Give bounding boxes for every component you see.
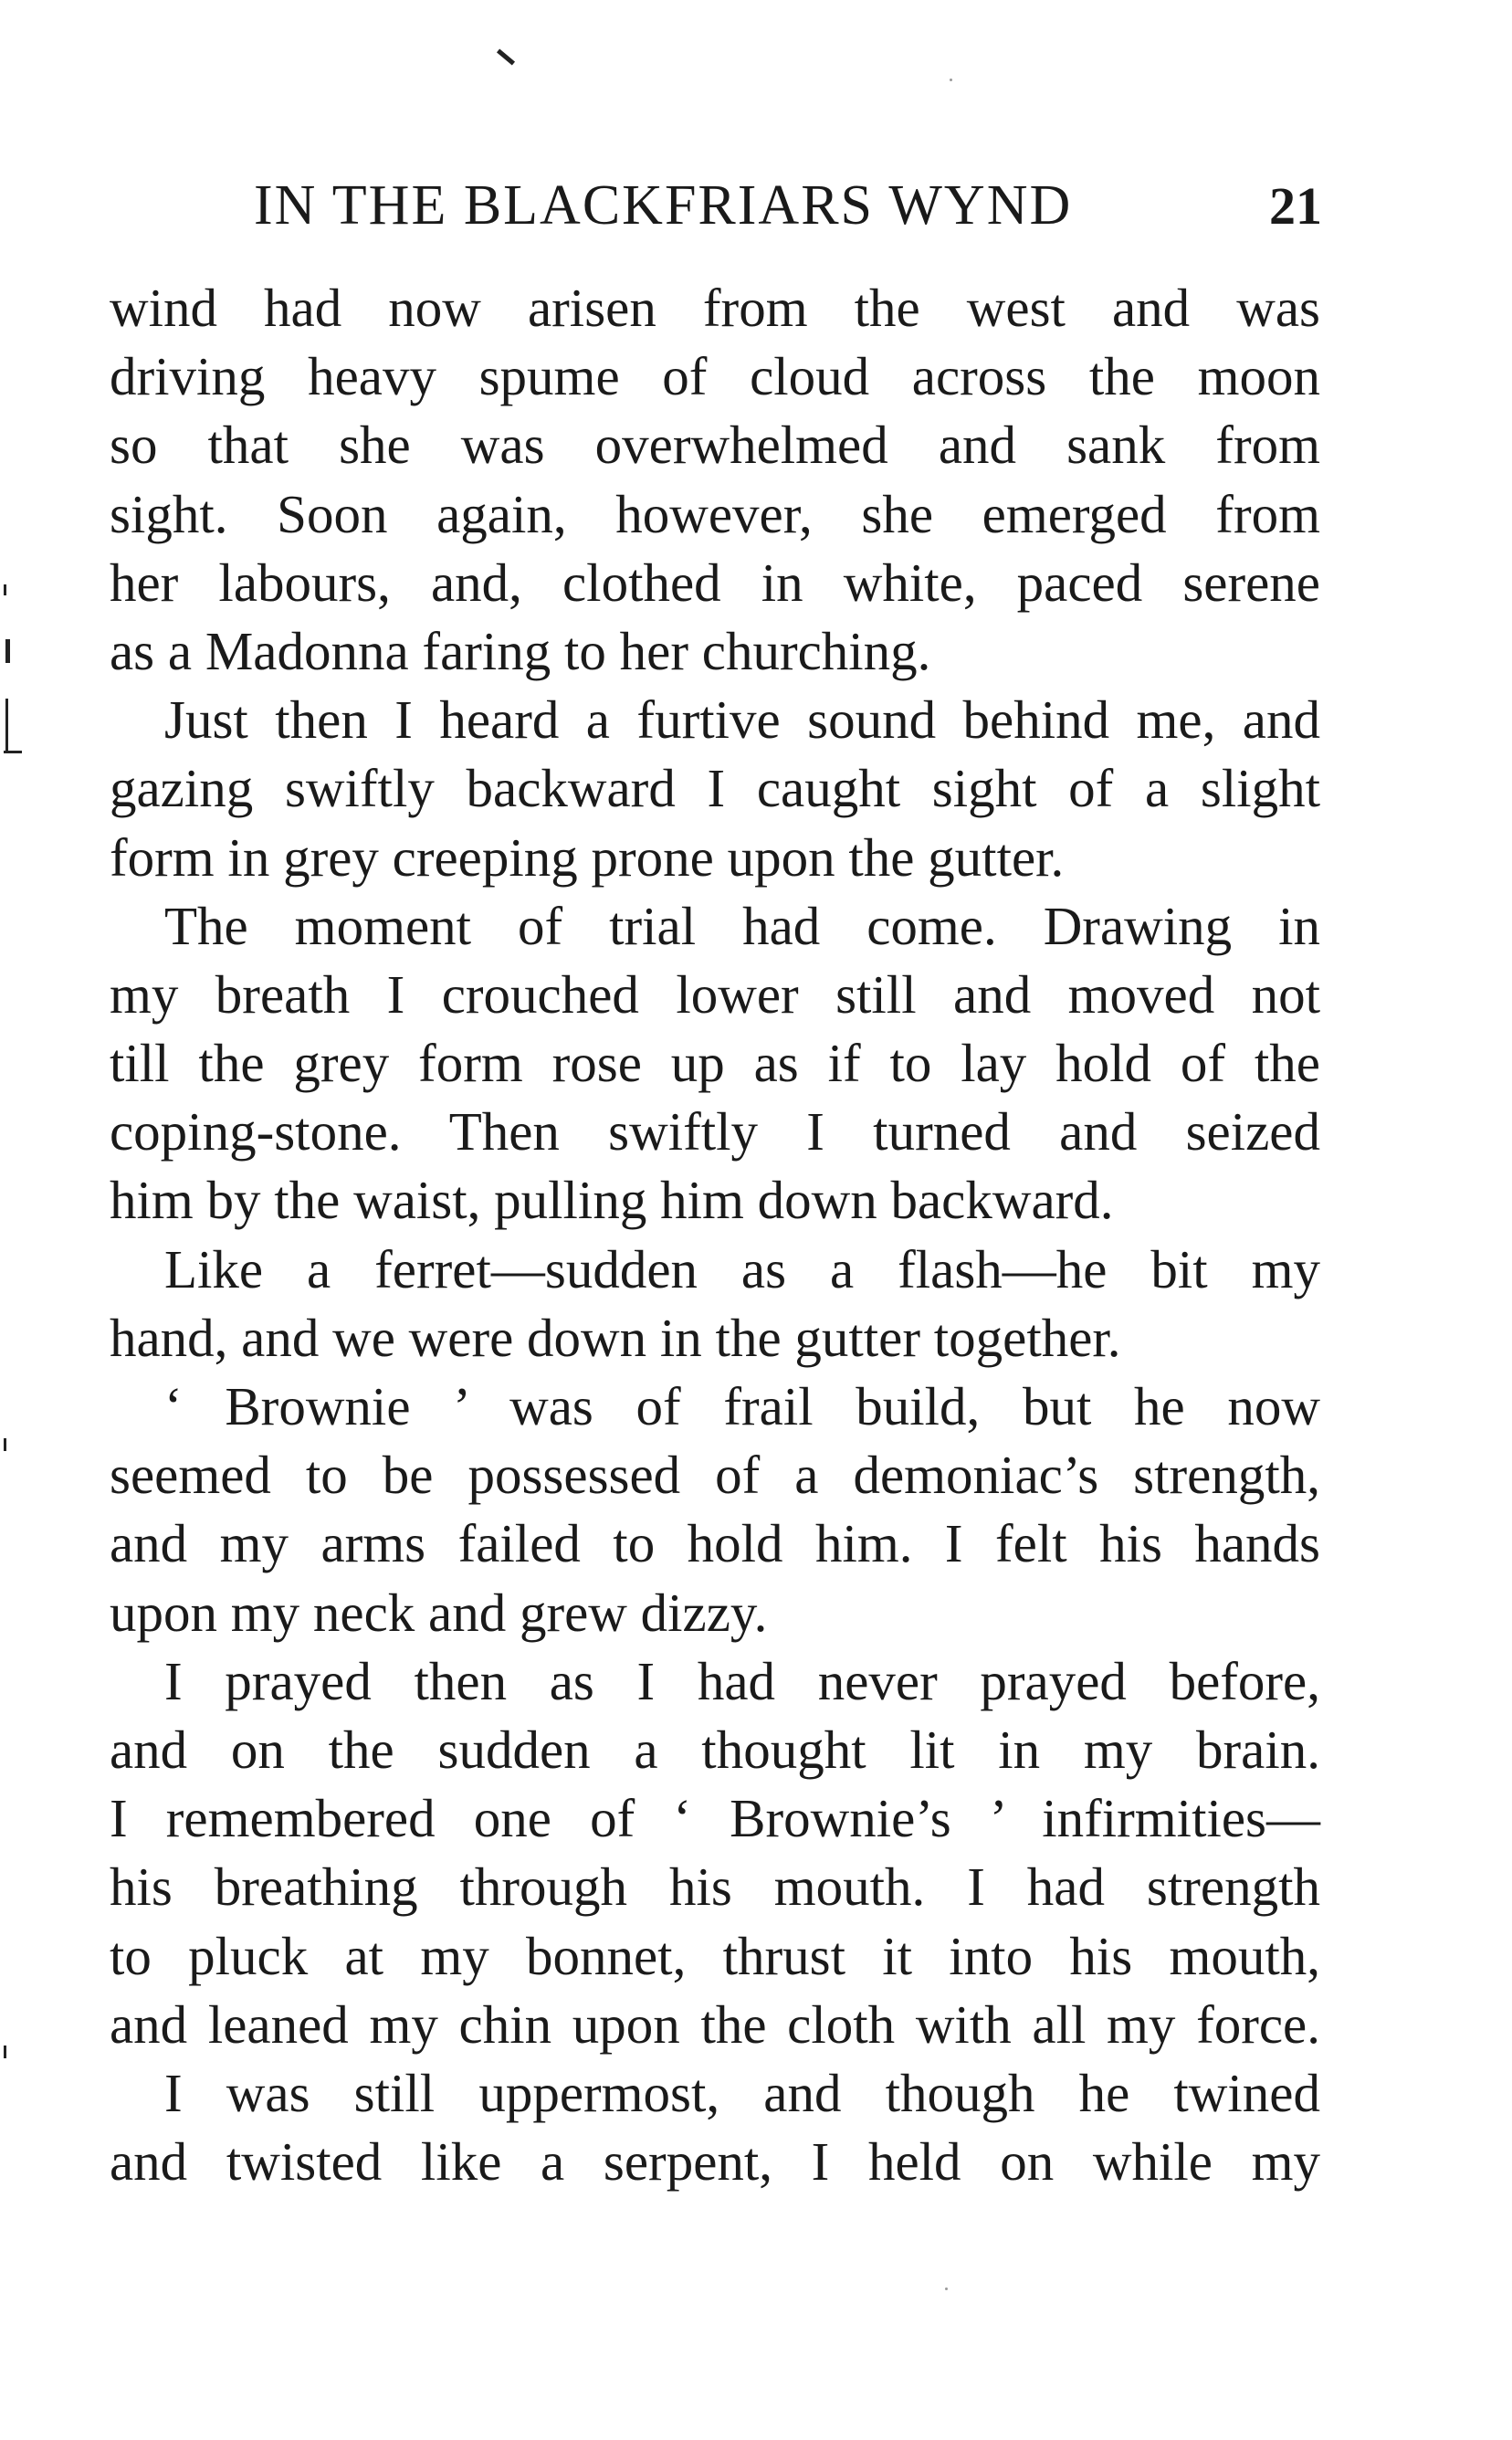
text-line: coping-stone. Then swiftly I turned and seized	[110, 1101, 1320, 1162]
text-line: and leaned my chin upon the cloth with all my force.	[110, 1993, 1320, 2055]
margin-mark	[4, 751, 22, 753]
paper-speck	[945, 2288, 948, 2290]
stray-ink-mark	[497, 49, 515, 66]
text-line: hand, and we were down in the gutter together.	[110, 1307, 1121, 1368]
page-number: 21	[1269, 176, 1322, 236]
text-line: I was still uppermost, and though he twined	[164, 2062, 1320, 2123]
running-title: IN THE BLACKFRIARS WYND	[254, 174, 1073, 237]
text-line: gazing swiftly backward I caught sight of a slight	[110, 758, 1320, 819]
text-line: form in grey creeping prone upon the gutter.	[110, 826, 1065, 888]
text-line: ‘ Brownie ’ was of frail build, but he now	[164, 1376, 1320, 1436]
text-line: his breathing through his mouth. I had strength	[110, 1856, 1320, 1918]
text-line: him by the waist, pulling him down backward.	[110, 1170, 1114, 1231]
body-text	[110, 274, 1320, 2196]
margin-mark	[4, 1438, 6, 1451]
text-line: I remembered one of ‘ Brownie’s ’ infirmities—	[110, 1788, 1320, 1849]
margin-mark	[5, 639, 10, 663]
text-line: my breath I crouched lower still and moved not	[110, 963, 1320, 1025]
text-line: till the grey form rose up as if to lay hold of the	[110, 1033, 1320, 1094]
margin-mark	[4, 584, 6, 595]
text-line: Like a ferret—sudden as a flash—he bit my	[164, 1238, 1320, 1299]
margin-mark	[5, 699, 8, 753]
text-line: I prayed then as I had never prayed before,	[164, 1650, 1320, 1711]
text-line: Just then I heard a furtive sound behind me, and	[164, 689, 1320, 751]
text-line: as a Madonna faring to her churching.	[110, 620, 931, 681]
text-line: and on the sudden a thought lit in my brain.	[110, 1719, 1320, 1780]
text-line: her labours, and, clothed in white, paced serene	[110, 552, 1320, 613]
text-line: upon my neck and grew dizzy.	[110, 1582, 768, 1643]
paper-speck	[950, 79, 952, 81]
text-line: wind had now arisen from the west and was	[110, 278, 1320, 338]
text-line: The moment of trial had come. Drawing in	[164, 895, 1320, 956]
text-line: seemed to be possessed of a demoniac’s strength,	[110, 1445, 1320, 1506]
margin-mark	[4, 2046, 6, 2058]
text-line: and twisted like a serpent, I held on while my	[110, 2131, 1320, 2193]
text-line: driving heavy spume of cloud across the moon	[110, 346, 1320, 407]
page-header	[254, 174, 1322, 247]
text-line: sight. Soon again, however, she emerged from	[110, 483, 1320, 544]
text-line: so that she was overwhelmed and sank from	[110, 415, 1320, 476]
text-line: to pluck at my bonnet, thrust it into his mouth,	[110, 1925, 1320, 1986]
text-line: and my arms failed to hold him. I felt his hands	[110, 1513, 1320, 1574]
